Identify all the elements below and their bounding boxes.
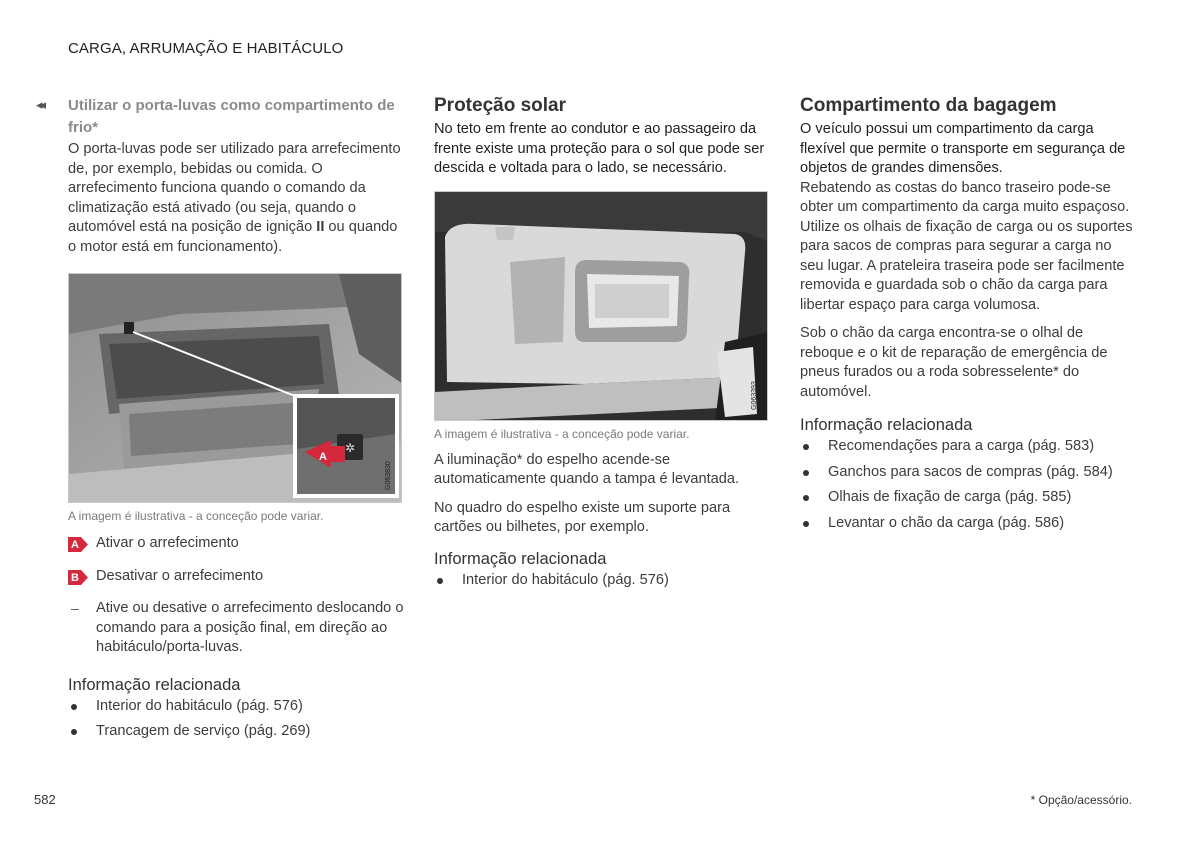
figure-caption: A imagem é ilustrativa - a conceção pode variar.	[68, 509, 324, 523]
figure-caption: A imagem é ilustrativa - a conceção pode variar.	[434, 426, 690, 441]
step-activate	[68, 534, 404, 554]
bullet-icon	[803, 521, 809, 527]
step-dash: –	[71, 600, 79, 616]
figure-code: G063830	[385, 461, 392, 490]
previous-page-icon[interactable]: ◂◂	[36, 97, 44, 112]
page-number: 582	[34, 792, 56, 807]
related-links-list	[800, 437, 1136, 533]
svg-text:✲: ✲	[344, 441, 356, 455]
column-luggage	[800, 94, 1136, 539]
luggage-lead: O veículo possui um compartimento da carga flexível que permite o transporte em segurança de objetos de grandes dimensões.	[800, 121, 1126, 176]
sun-visor-illustration	[434, 191, 768, 421]
related-link[interactable]: Interior do habitáculo (pág. 576)	[434, 571, 770, 591]
card-holder-text: No quadro do espelho existe um suporte para cartões ou bilhetes, por exemplo.	[434, 499, 731, 535]
bullet-icon	[803, 470, 809, 476]
bullet-icon	[71, 704, 77, 710]
related-link[interactable]: Olhais de fixação de carga (pág. 585)	[800, 488, 1136, 508]
related-link[interactable]: Recomendações para a carga (pág. 583)	[800, 437, 1136, 457]
step-deactivate	[68, 567, 404, 587]
bullet-icon	[803, 495, 809, 501]
luggage-heading: Compartimento da bagagem	[800, 95, 1057, 116]
bullet-icon	[803, 444, 809, 450]
section-header: CARGA, ARRUMAÇÃO E HABITÁCULO	[68, 40, 344, 57]
related-link[interactable]: Levantar o chão da carga (pág. 586)	[800, 514, 1136, 534]
related-links-list	[68, 697, 404, 742]
glovebox-cooling-subheading: Utilizar o porta-luvas como compartimento de frio*	[68, 97, 395, 136]
luggage-para2: Sob o chão da carga encontra-se o olhal de reboque e o kit de reparação de emergência de pneus furados ou a roda sobresselente* do automóvel.	[800, 325, 1108, 400]
sun-visor-heading: Proteção solar	[434, 95, 566, 116]
related-info-heading: Informação relacionada	[68, 675, 241, 694]
bullet-icon	[71, 729, 77, 735]
luggage-para1: Rebatendo as costas do banco traseiro pode-se obter um compartimento da carga muito espaçoso. Utilize os olhais de fixação de carga ou os suportes para sacos de compras para segurar a carga no seu lugar. A prateleira traseira pode ser facilmente removida e guardada sob o chão da carga para libertar espaço para carga volumosa.	[800, 179, 1133, 313]
step-b-text: Desativar o arrefecimento	[96, 567, 264, 584]
column-glovebox	[68, 94, 404, 748]
related-info-heading: Informação relacionada	[434, 549, 607, 568]
related-links-list	[434, 571, 770, 591]
sun-visor-image	[435, 192, 768, 421]
step-a-letter: A	[71, 539, 79, 551]
glovebox-illustration	[68, 273, 402, 503]
sun-visor-lead: No teto em frente ao condutor e ao passageiro da frente existe uma proteção para o sol que pode ser descida e voltada para o lado, se necessário.	[434, 121, 765, 176]
related-info-heading: Informação relacionada	[800, 416, 973, 434]
mirror-light-text: A iluminação* do espelho acende-se automaticamente quando a tampa é levantada.	[434, 451, 740, 487]
step-instruction	[68, 599, 404, 658]
figure-code: G063393	[751, 380, 758, 410]
bullet-icon	[437, 578, 443, 584]
step-a-text: Ativar o arrefecimento	[96, 535, 239, 551]
glovebox-description: O porta-luvas pode ser utilizado para arrefecimento de, por exemplo, bebidas ou comida. O arrefecimento funciona quando o comando da climatização está ativado (ou seja, quando o automóvel está na posição de ignição II ou quando o motor está em funcionamento).	[68, 141, 401, 255]
footnote: * Opção/acessório.	[1030, 793, 1132, 807]
step-b-letter: B	[71, 571, 79, 584]
column-sun-visor	[434, 94, 770, 596]
related-link[interactable]: Ganchos para sacos de compras (pág. 584)	[800, 463, 1136, 483]
related-link[interactable]: Interior do habitáculo (pág. 576)	[68, 697, 404, 717]
glovebox-image	[69, 274, 402, 503]
step-c-text: Ative ou desative o arrefecimento deslocando o comando para a posição final, em direção ao habitáculo/porta-luvas.	[96, 600, 404, 655]
related-link[interactable]: Trancagem de serviço (pág. 269)	[68, 722, 404, 742]
svg-text:A: A	[319, 451, 327, 463]
